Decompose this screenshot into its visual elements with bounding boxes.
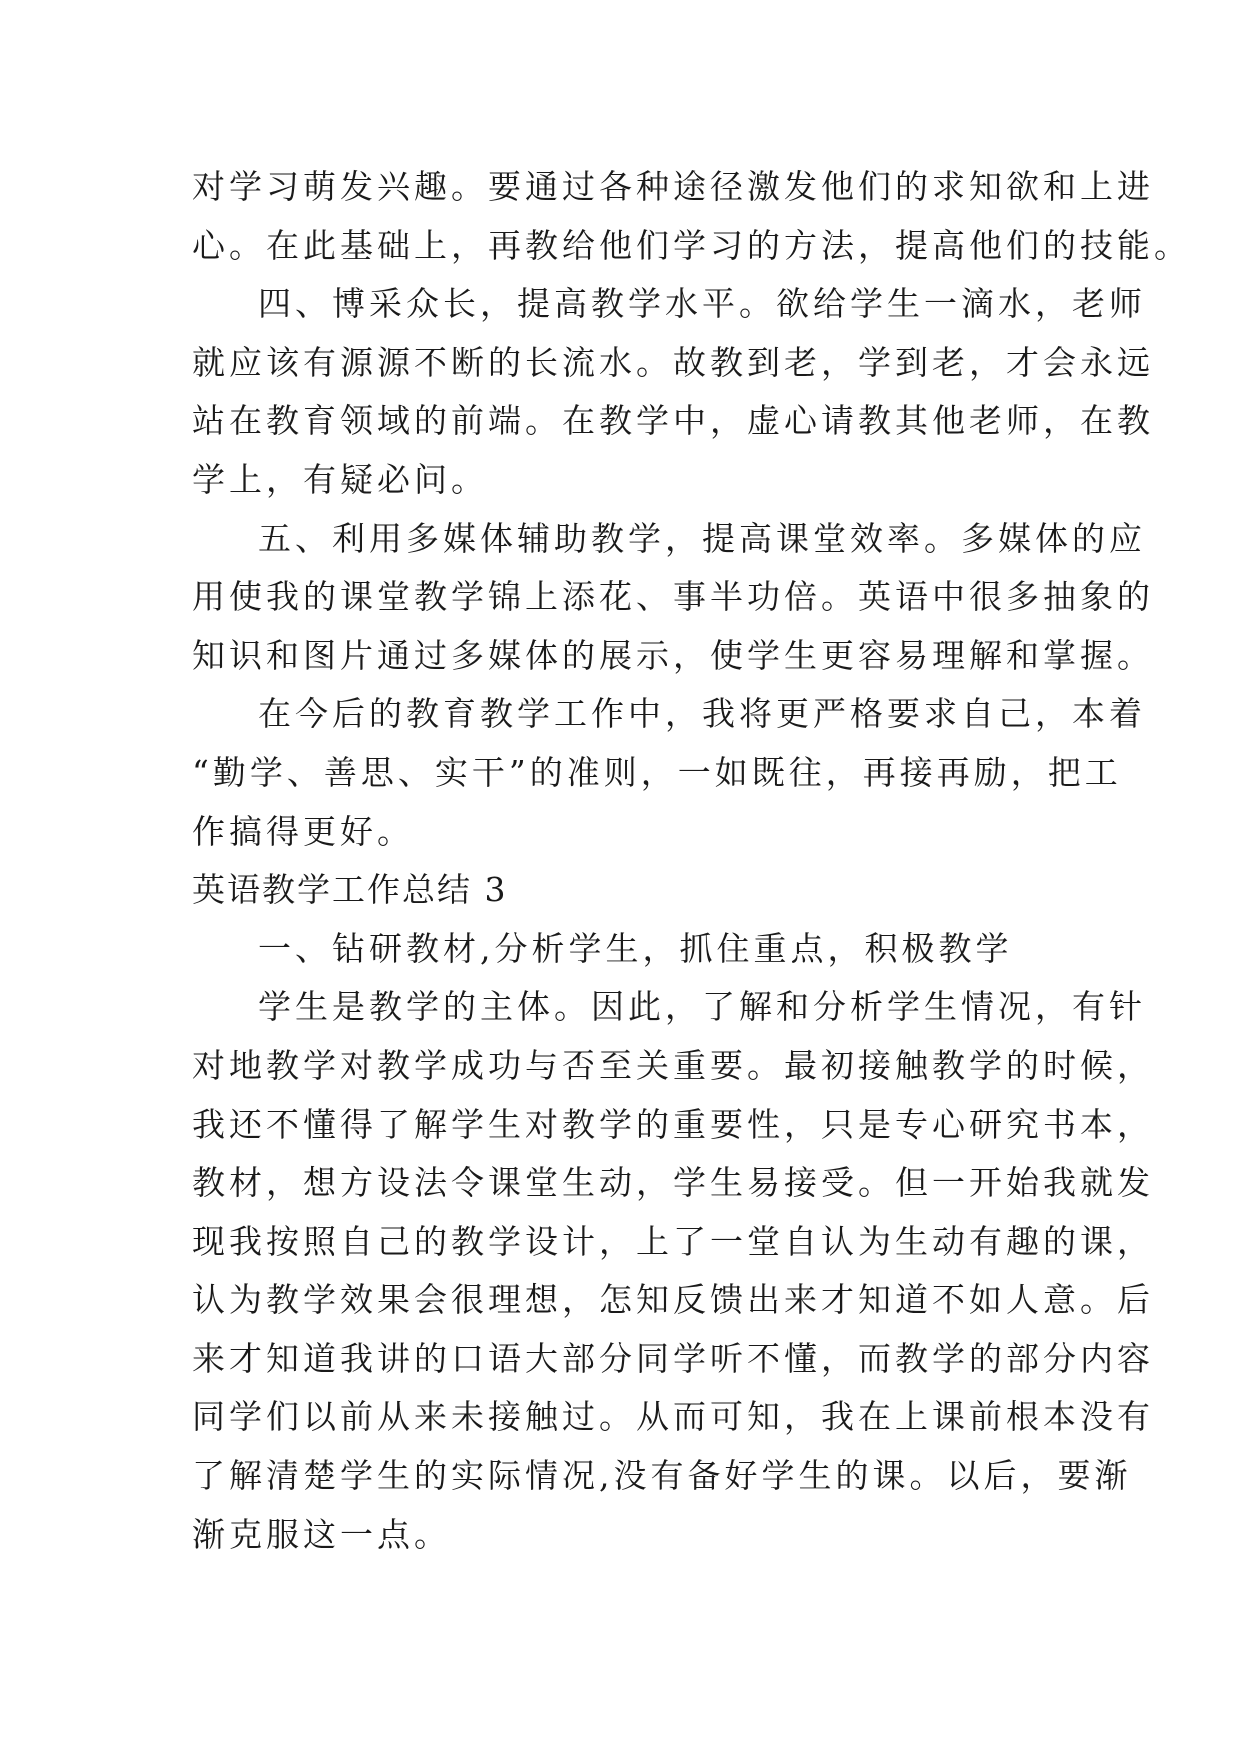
paragraph-line: 知识和图片通过多媒体的展示，使学生更容易理解和掌握。 [192,635,1154,675]
section-heading: 英语教学工作总结 3 [192,870,508,910]
paragraph-line: 四、博采众长，提高教学水平。欲给学生一滴水，老师 [258,284,1146,324]
paragraph-line: 学生是教学的主体。因此，了解和分析学生情况，有针 [258,987,1146,1027]
paragraph-line: 我还不懂得了解学生对教学的重要性，只是专心研究书本， [192,1104,1154,1144]
paragraph-line: 认为教学效果会很理想，怎知反馈出来才知道不如人意。后 [192,1280,1154,1320]
paragraph-line: 现我按照自己的教学设计，上了一堂自认为生动有趣的课， [192,1221,1154,1261]
paragraph-line: 对地教学对教学成功与否至关重要。最初接触教学的时候， [192,1045,1154,1085]
paragraph-line: 对学习萌发兴趣。要通过各种途径激发他们的求知欲和上进 [192,167,1154,206]
paragraph-line: 同学们以前从来未接触过。从而可知，我在上课前根本没有 [192,1397,1154,1437]
paragraph-line: 在今后的教育教学工作中，我将更严格要求自己，本着 [258,694,1146,734]
paragraph-line: 就应该有源源不断的长流水。故教到老，学到老，才会永远 [192,342,1154,382]
paragraph-line: 心。在此基础上，再教给他们学习的方法，提高他们的技能。 [192,225,1191,265]
paragraph-line: 作搞得更好。 [192,811,414,851]
document-body [192,158,1191,1564]
subsection-heading: 一、钻研教材,分析学生，抓住重点，积极教学 [258,928,1013,968]
paragraph-line: 了解清楚学生的实际情况,没有备好学生的课。以后，要渐 [192,1456,1132,1496]
paragraph-line: 五、利用多媒体辅助教学，提高课堂效率。多媒体的应 [258,518,1146,558]
paragraph-line: 用使我的课堂教学锦上添花、事半功倍。英语中很多抽象的 [192,577,1154,617]
paragraph-line: 来才知道我讲的口语大部分同学听不懂，而教学的部分内容 [192,1338,1154,1378]
paragraph-line: 教材，想方设法令课堂生动，学生易接受。但一开始我就发 [192,1163,1154,1203]
paragraph-line: 站在教育领域的前端。在教学中，虚心请教其他老师，在教 [192,401,1154,441]
paragraph-line: 渐克服这一点。 [192,1514,451,1554]
paragraph-line: “勤学、善思、实干”的准则，一如既往，再接再励，把工 [192,752,1122,792]
paragraph-line: 学上，有疑必问。 [192,459,488,499]
